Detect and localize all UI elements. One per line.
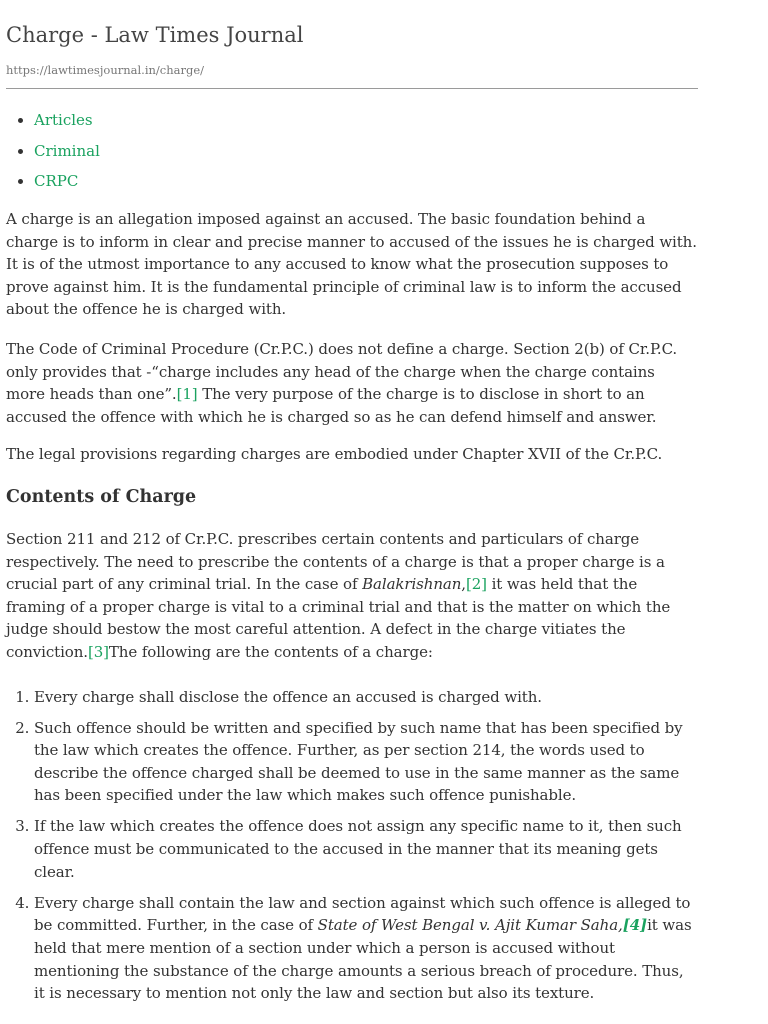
category-link-crpc[interactable]: CRPC: [34, 172, 79, 190]
paragraph-text: The very purpose of the charge is to disclose in short to an accused the offence with which he is charged so as he can defend himself and answer.: [6, 385, 657, 426]
footnote-link-3[interactable]: [3]: [87, 642, 109, 661]
list-item: 1. Every charge shall disclose the offence an accused is charged with.: [34, 686, 698, 709]
item-text: Every charge shall contain the law and section against which such offence is alleged to be committed. Further, in the case of: [34, 893, 691, 935]
intro-paragraph: A charge is an allegation imposed against an accused. The basic foundation behind a charge is to inform in clear and precise manner to accused of the issues he is charged with. It is of the utmost importance to any accused to know what the prosecution supposes to prove against him. It is the fundamental principle of criminal law is to inform the accused about the offence he is charged with.: [6, 210, 697, 319]
header-divider: [6, 88, 698, 89]
section-heading: Contents of Charge: [6, 486, 197, 507]
page-title: Charge - Law Times Journal: [6, 23, 304, 47]
page-url: https://lawtimesjournal.in/charge/: [6, 63, 205, 77]
item-text: it was held that mere mention of a section under which a person is accused without mentioning the substance of the charge amounts a serious breach of procedure. Thus, it is necessary to mention not only the law and section but also its texture.: [34, 916, 692, 1003]
footnote-link-2[interactable]: [2]: [465, 575, 487, 594]
case-name: State of West Bengal v. Ajit Kumar Saha: [317, 916, 619, 935]
list-item: [34, 142, 698, 161]
footnote-link-4[interactable]: [4]: [622, 916, 648, 935]
list-item: [34, 892, 698, 1005]
list-item: [34, 111, 698, 130]
provisions-paragraph: The legal provisions regarding charges are embodied under Chapter XVII of the Cr.P.C.: [6, 445, 663, 464]
paragraph-text: The following are the contents of a charge:: [108, 642, 433, 661]
list-item: 3. If the law which creates the offence does not assign any specific name to it, then such offence must be communicated to the accused in the manner that its meaning gets clear.: [34, 815, 698, 883]
paragraph-text: Section 211 and 212 of Cr.P.C. prescribes certain contents and particulars of charge respectively. The need to prescribe the contents of a charge is that a proper charge is a crucial part of any criminal trial. In the case of: [6, 529, 665, 594]
footnote-link-1[interactable]: [1]: [176, 385, 198, 404]
category-list: [6, 111, 698, 191]
paragraph-text: The Code of Criminal Procedure (Cr.P.C.) does not define a charge. Section 2(b) of Cr.P.C. only provides that -“charge includes any head of the charge when the charge contains more heads than one”.: [6, 339, 678, 404]
case-name: Balakrishnan: [362, 575, 462, 594]
charge-contents-list: [6, 686, 698, 1005]
list-item: [34, 172, 698, 191]
paragraph-text: ,: [461, 575, 466, 594]
category-link-articles[interactable]: Articles: [34, 111, 93, 129]
contents-paragraph: [6, 528, 698, 664]
category-link-criminal[interactable]: Criminal: [34, 141, 100, 160]
definition-paragraph: [6, 338, 698, 428]
paragraph-text: it was held that the framing of a proper charge is vital to a criminal trial and that is the matter on which the judge should bestow the most careful attention. A defect in the charge vitiates the conviction.: [6, 575, 671, 661]
article-page: [6, 0, 698, 1013]
list-item: 2. Such offence should be written and specified by such name that has been specified by the law which creates the offence. Further, as per section 214, the words used to describe the offence charged shall be deemed to use in the same manner as the same has been specified under the law which makes such offence punishable.: [34, 717, 698, 807]
item-text: ,: [618, 916, 623, 935]
